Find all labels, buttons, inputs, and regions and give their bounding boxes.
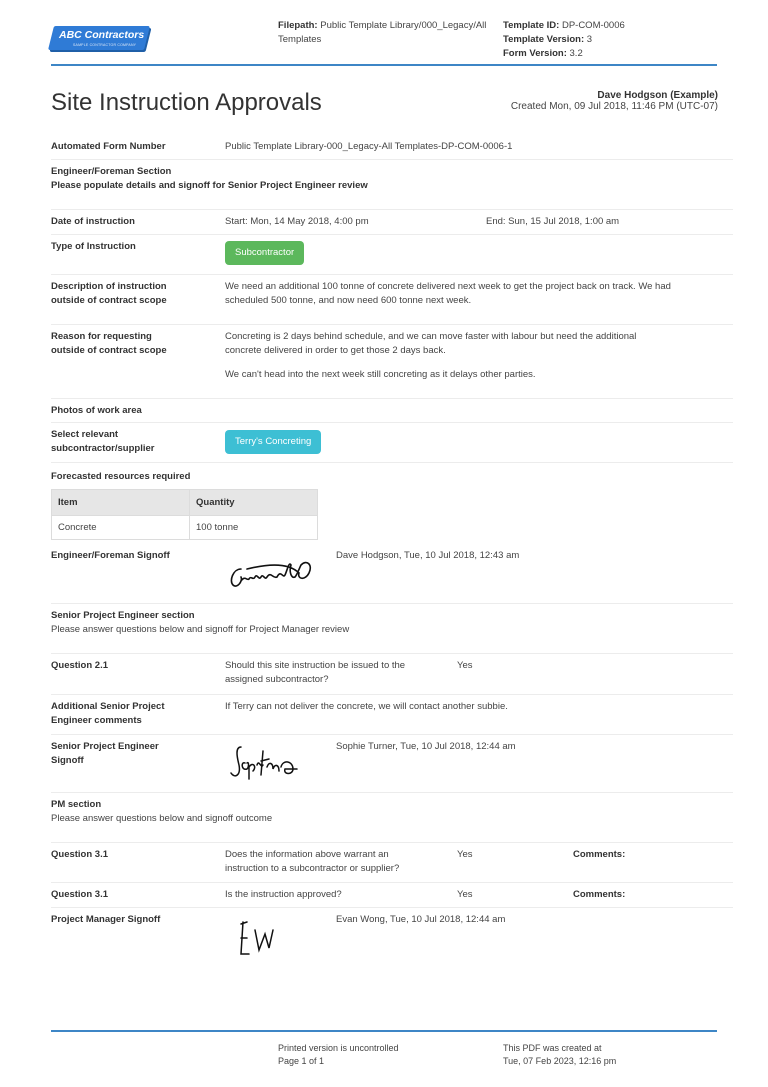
question-3-1-answer: Yes xyxy=(457,849,473,860)
supplier-label-line1: Select relevant xyxy=(51,429,119,440)
spe-comments-row xyxy=(51,695,733,735)
column-header-quantity: Quantity xyxy=(190,490,318,516)
question-3-1-approved-row xyxy=(51,883,733,908)
question-2-1-text xyxy=(225,659,405,687)
pm-section-title: PM section xyxy=(51,799,102,810)
page-title: Site Instruction Approvals xyxy=(51,89,322,116)
type-label: Type of Instruction xyxy=(51,241,136,252)
date-row xyxy=(51,210,733,235)
created-date: Created Mon, 09 Jul 2018, 11:46 PM (UTC-07) xyxy=(510,101,718,112)
question-3-1-row xyxy=(51,843,733,883)
footer-divider xyxy=(51,1030,717,1032)
footer-created xyxy=(503,1042,616,1068)
reason-value-line1: Concreting is 2 days behind schedule, and we can move faster with labour but need the additional xyxy=(225,331,637,342)
form-number-label: Automated Form Number xyxy=(51,141,166,152)
resources-table xyxy=(51,489,318,540)
question-3-1-approved-answer: Yes xyxy=(457,889,473,900)
reason-value-line2: concrete delivered in order to get those 2 days back. xyxy=(225,345,446,356)
spe-section-header xyxy=(51,604,733,654)
template-version-label: Template Version: xyxy=(503,34,585,45)
date-end: End: Sun, 15 Jul 2018, 1:00 am xyxy=(486,216,620,227)
spe-comments-label-line2: Engineer comments xyxy=(51,715,142,726)
spe-comments-value: If Terry can not deliver the concrete, we will contact another subbie. xyxy=(225,701,508,712)
description-value-line2: scheduled 500 tonne, and now need 600 tonne next week. xyxy=(225,295,472,306)
filepath xyxy=(278,19,488,47)
engineer-signoff-value: Dave Hodgson, Tue, 10 Jul 2018, 12:43 am xyxy=(336,550,520,561)
table-row xyxy=(52,516,318,540)
template-version-value: 3 xyxy=(586,34,593,45)
question-3-1-text-line1: Does the information above warrant an xyxy=(225,849,389,860)
pm-signoff-label: Project Manager Signoff xyxy=(51,914,161,925)
engineer-signoff-label: Engineer/Foreman Signoff xyxy=(51,550,170,561)
engineer-signature-icon xyxy=(227,551,317,591)
pm-section-subtitle: Please answer questions below and signoff outcome xyxy=(51,813,273,824)
photos-label: Photos of work area xyxy=(51,405,142,416)
reason-value-line3: We can't head into the next week still concreting as it delays other parties. xyxy=(225,369,536,380)
cell-quantity: 100 tonne xyxy=(190,516,318,540)
question-3-1-approved-label: Question 3.1 xyxy=(51,889,109,900)
footer-uncontrolled xyxy=(278,1042,399,1068)
question-2-1-label: Question 2.1 xyxy=(51,660,109,671)
spe-signature-icon xyxy=(227,739,317,783)
spe-signoff-value: Sophie Turner, Tue, 10 Jul 2018, 12:44 am xyxy=(336,741,516,752)
reason-label-line2: outside of contract scope xyxy=(51,345,167,356)
type-row xyxy=(51,235,733,275)
description-label-line1: Description of instruction xyxy=(51,281,167,292)
spe-signoff-label-line1: Senior Project Engineer xyxy=(51,741,159,752)
question-2-1-answer: Yes xyxy=(457,660,473,671)
page-header xyxy=(51,18,717,66)
question-3-1-text-line2: instruction to a subcontractor or supplier? xyxy=(225,863,400,874)
pdf-created-label: This PDF was created at xyxy=(503,1043,602,1053)
spe-signoff-label-line2: Signoff xyxy=(51,755,84,766)
form-number-value: Public Template Library-000_Legacy-All Templates-DP-COM-0006-1 xyxy=(225,141,513,152)
uncontrolled-text: Printed version is uncontrolled xyxy=(278,1043,399,1053)
page-number: Page 1 of 1 xyxy=(278,1056,325,1066)
header-divider xyxy=(51,64,717,66)
engineer-signoff-row xyxy=(51,543,733,604)
description-value-line1: We need an additional 100 tonne of concrete delivered next week to get the project back on track. We had xyxy=(225,281,671,292)
question-3-1-text xyxy=(225,848,399,876)
engineer-section-title: Engineer/Foreman Section xyxy=(51,166,172,177)
description-label xyxy=(51,280,167,308)
cell-item: Concrete xyxy=(52,516,190,540)
resources-header-row xyxy=(52,490,318,516)
form-version-value: 3.2 xyxy=(569,48,583,59)
pm-section-header xyxy=(51,793,733,843)
resources-label: Forecasted resources required xyxy=(51,471,191,482)
question-2-1-text-line2: assigned subcontractor? xyxy=(225,674,329,685)
logo-tagline: SAMPLE CONTRACTOR COMPANY xyxy=(73,43,137,47)
engineer-section-subtitle: Please populate details and signoff for Senior Project Engineer review xyxy=(51,180,368,191)
date-label: Date of instruction xyxy=(51,216,135,227)
company-logo xyxy=(51,26,151,52)
description-label-line2: outside of contract scope xyxy=(51,295,167,306)
template-meta xyxy=(503,19,625,61)
creator-name: Dave Hodgson (Example) xyxy=(597,90,718,101)
question-3-1-comments-label: Comments: xyxy=(573,849,626,860)
question-3-1-approved-comments-label: Comments: xyxy=(573,889,626,900)
logo-name: ABC Contractors xyxy=(59,29,145,41)
pm-signature-icon xyxy=(233,916,303,960)
type-badge-subcontractor: Subcontractor xyxy=(225,241,304,265)
spe-comments-label xyxy=(51,700,165,728)
filepath-label: Filepath: xyxy=(278,20,318,31)
supplier-row xyxy=(51,423,733,463)
description-value xyxy=(225,280,671,308)
question-3-1-label: Question 3.1 xyxy=(51,849,109,860)
question-2-1-text-line1: Should this site instruction be issued to the xyxy=(225,660,406,671)
photos-row xyxy=(51,399,733,423)
reason-label-line1: Reason for requesting xyxy=(51,331,152,342)
form-number-row xyxy=(51,133,733,160)
spe-section-title: Senior Project Engineer section xyxy=(51,610,195,621)
pm-signoff-value: Evan Wong, Tue, 10 Jul 2018, 12:44 am xyxy=(336,914,506,925)
spe-signoff-label xyxy=(51,740,159,768)
question-3-1-approved-text: Is the instruction approved? xyxy=(225,889,342,900)
engineer-section-header xyxy=(51,160,733,210)
spe-signoff-row xyxy=(51,735,733,793)
spe-section-subtitle: Please answer questions below and signoff for Project Manager review xyxy=(51,624,350,635)
pm-signoff-row xyxy=(51,908,733,968)
form-version-label: Form Version: xyxy=(503,48,567,59)
reason-value xyxy=(225,330,636,382)
reason-row xyxy=(51,325,733,399)
description-row xyxy=(51,275,733,325)
supplier-label-line2: subcontractor/supplier xyxy=(51,443,155,454)
supplier-label xyxy=(51,428,154,456)
column-header-item: Item xyxy=(52,490,190,516)
reason-label xyxy=(51,330,167,358)
date-start: Start: Mon, 14 May 2018, 4:00 pm xyxy=(225,216,369,227)
template-id-label: Template ID: xyxy=(503,20,560,31)
pdf-created-value: Tue, 07 Feb 2023, 12:16 pm xyxy=(503,1056,617,1066)
creator-info xyxy=(511,90,718,112)
question-2-1-row xyxy=(51,654,733,695)
filepath-value: Public Template Library/000_Legacy/All Templates xyxy=(278,20,487,45)
spe-comments-label-line1: Additional Senior Project xyxy=(51,701,165,712)
supplier-badge: Terry's Concreting xyxy=(225,430,321,454)
template-id-value: DP-COM-0006 xyxy=(561,20,625,31)
